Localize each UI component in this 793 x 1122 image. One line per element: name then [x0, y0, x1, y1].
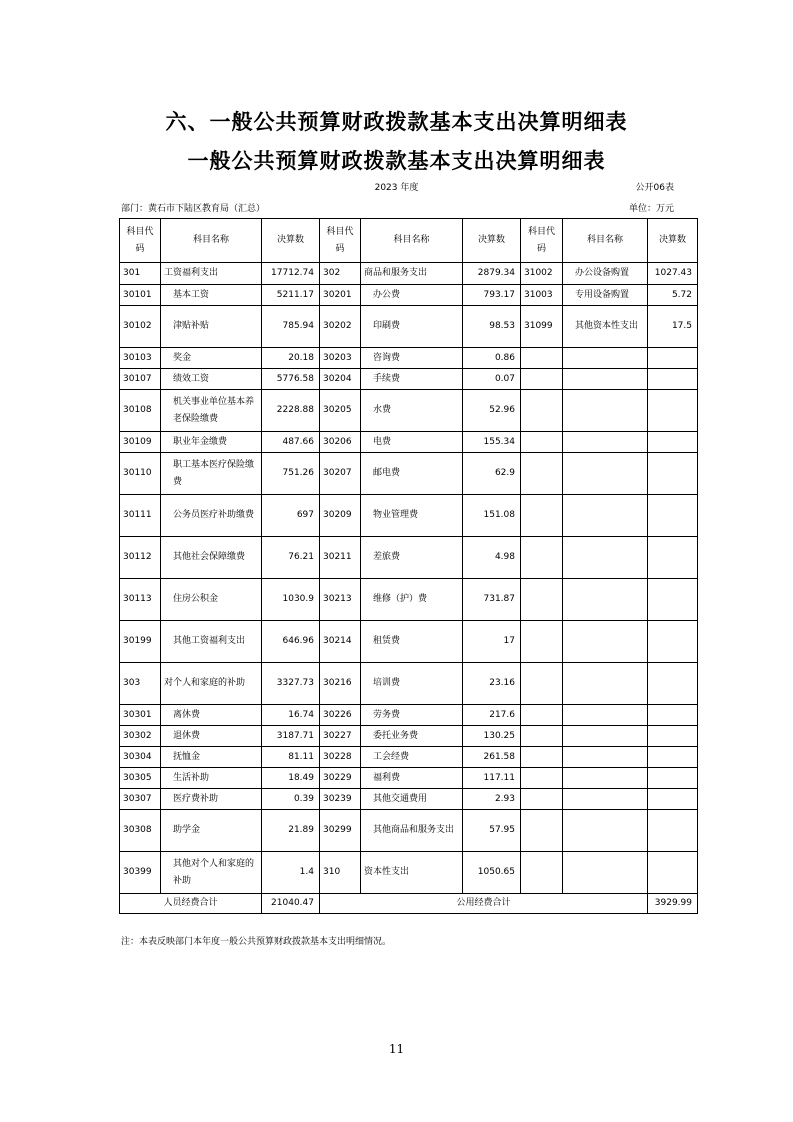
table-header-row — [120, 219, 698, 263]
amount: 217.6 — [463, 705, 521, 726]
account-name: 抚恤金 — [161, 747, 262, 768]
account-name: 办公设备购置 — [563, 263, 648, 285]
table-row — [120, 537, 698, 579]
account-code: 30228 — [320, 747, 361, 768]
account-name: 其他社会保障缴费 — [161, 537, 262, 579]
amount: 3327.73 — [262, 663, 320, 705]
account-code — [521, 537, 563, 579]
account-code: 30301 — [120, 705, 161, 726]
account-name: 电费 — [361, 432, 463, 453]
account-name — [563, 495, 648, 537]
account-code: 30204 — [320, 369, 361, 390]
account-name: 维修（护）费 — [361, 579, 463, 621]
table-row — [120, 369, 698, 390]
account-name: 其他资本性支出 — [563, 306, 648, 348]
account-code — [521, 810, 563, 852]
account-code: 30103 — [120, 348, 161, 369]
column-header: 决算数 — [262, 219, 320, 263]
account-name: 退休费 — [161, 726, 262, 747]
account-name: 专用设备购置 — [563, 285, 648, 306]
amount: 155.34 — [463, 432, 521, 453]
amount: 117.11 — [463, 768, 521, 789]
account-name: 工资福利支出 — [161, 263, 262, 285]
amount: 5.72 — [648, 285, 698, 306]
account-name: 其他交通费用 — [361, 789, 463, 810]
totals-row — [120, 894, 698, 914]
amount — [648, 537, 698, 579]
amount: 17712.74 — [262, 263, 320, 285]
account-name — [563, 537, 648, 579]
amount: 2228.88 — [262, 390, 320, 432]
table-row — [120, 579, 698, 621]
account-name: 咨询费 — [361, 348, 463, 369]
amount: 0.39 — [262, 789, 320, 810]
public-total-value: 3929.99 — [648, 894, 698, 914]
account-code — [521, 789, 563, 810]
account-code — [521, 663, 563, 705]
amount — [648, 369, 698, 390]
account-name: 其他商品和服务支出 — [361, 810, 463, 852]
amount: 17 — [463, 621, 521, 663]
account-code: 31099 — [521, 306, 563, 348]
amount: 0.86 — [463, 348, 521, 369]
column-header: 决算数 — [648, 219, 698, 263]
account-name: 手续费 — [361, 369, 463, 390]
account-name — [563, 726, 648, 747]
account-code: 31003 — [521, 285, 563, 306]
account-code: 30305 — [120, 768, 161, 789]
account-name: 住房公积金 — [161, 579, 262, 621]
amount: 130.25 — [463, 726, 521, 747]
amount: 18.49 — [262, 768, 320, 789]
account-name: 培训费 — [361, 663, 463, 705]
account-name — [563, 432, 648, 453]
account-code — [521, 726, 563, 747]
account-name: 对个人和家庭的补助 — [161, 663, 262, 705]
account-code: 30399 — [120, 852, 161, 894]
account-name: 福利费 — [361, 768, 463, 789]
amount — [648, 663, 698, 705]
amount — [648, 810, 698, 852]
amount: 751.26 — [262, 453, 320, 495]
amount: 5211.17 — [262, 285, 320, 306]
table-row — [120, 495, 698, 537]
table-row — [120, 453, 698, 495]
table-row — [120, 852, 698, 894]
amount: 697 — [262, 495, 320, 537]
account-name — [563, 621, 648, 663]
account-name — [563, 789, 648, 810]
account-code: 30205 — [320, 390, 361, 432]
account-code: 30214 — [320, 621, 361, 663]
amount: 5776.58 — [262, 369, 320, 390]
account-name: 劳务费 — [361, 705, 463, 726]
account-code: 30226 — [320, 705, 361, 726]
account-code: 30113 — [120, 579, 161, 621]
account-name: 生活补助 — [161, 768, 262, 789]
account-name — [563, 579, 648, 621]
table-note: 注：本表反映部门本年度一般公共预算财政拨款基本支出明细情况。 — [121, 937, 392, 947]
personnel-total-value: 21040.47 — [262, 894, 320, 914]
amount: 4.98 — [463, 537, 521, 579]
amount: 793.17 — [463, 285, 521, 306]
account-name: 机关事业单位基本养老保险缴费 — [161, 390, 262, 432]
account-code — [521, 747, 563, 768]
page-number: 11 — [388, 1042, 405, 1056]
account-name — [563, 369, 648, 390]
account-name: 资本性支出 — [361, 852, 463, 894]
column-header: 科目名称 — [161, 219, 262, 263]
column-header: 科目名称 — [361, 219, 463, 263]
account-name — [563, 747, 648, 768]
account-code — [521, 432, 563, 453]
table-row — [120, 348, 698, 369]
account-code — [521, 621, 563, 663]
personnel-total-label: 人员经费合计 — [120, 894, 262, 914]
amount: 3187.71 — [262, 726, 320, 747]
table-row — [120, 768, 698, 789]
account-name: 水费 — [361, 390, 463, 432]
table-row — [120, 263, 698, 285]
fiscal-year: 2023 年度 — [374, 183, 419, 193]
account-name — [563, 453, 648, 495]
amount: 76.21 — [262, 537, 320, 579]
account-code: 303 — [120, 663, 161, 705]
unit-label: 单位：万元 — [628, 204, 674, 214]
department-label: 部门：黄石市下陆区教育局（汇总） — [121, 204, 266, 214]
amount: 151.08 — [463, 495, 521, 537]
amount — [648, 453, 698, 495]
account-code: 30302 — [120, 726, 161, 747]
table-row — [120, 705, 698, 726]
column-header: 科目代码 — [120, 219, 161, 263]
account-code: 30216 — [320, 663, 361, 705]
account-code: 30209 — [320, 495, 361, 537]
account-code: 30304 — [120, 747, 161, 768]
amount: 1050.65 — [463, 852, 521, 894]
account-name: 其他对个人和家庭的补助 — [161, 852, 262, 894]
account-name — [563, 705, 648, 726]
amount: 23.16 — [463, 663, 521, 705]
column-header: 决算数 — [463, 219, 521, 263]
amount — [648, 768, 698, 789]
account-code: 30227 — [320, 726, 361, 747]
amount: 57.95 — [463, 810, 521, 852]
table-row — [120, 789, 698, 810]
account-name: 职业年金缴费 — [161, 432, 262, 453]
account-code: 30108 — [120, 390, 161, 432]
account-code: 30101 — [120, 285, 161, 306]
account-code: 30239 — [320, 789, 361, 810]
amount — [648, 705, 698, 726]
account-code: 30307 — [120, 789, 161, 810]
account-name: 离休费 — [161, 705, 262, 726]
account-name: 办公费 — [361, 285, 463, 306]
amount: 16.74 — [262, 705, 320, 726]
account-code: 30207 — [320, 453, 361, 495]
account-code — [521, 579, 563, 621]
account-code — [521, 348, 563, 369]
account-code — [521, 768, 563, 789]
account-code: 30201 — [320, 285, 361, 306]
account-name: 助学金 — [161, 810, 262, 852]
account-name: 邮电费 — [361, 453, 463, 495]
account-name — [563, 348, 648, 369]
amount: 21.89 — [262, 810, 320, 852]
column-header: 科目名称 — [563, 219, 648, 263]
account-code: 30111 — [120, 495, 161, 537]
account-code: 30299 — [320, 810, 361, 852]
amount: 731.87 — [463, 579, 521, 621]
amount — [648, 432, 698, 453]
account-code: 301 — [120, 263, 161, 285]
amount — [648, 390, 698, 432]
account-code: 30203 — [320, 348, 361, 369]
amount: 2.93 — [463, 789, 521, 810]
amount: 0.07 — [463, 369, 521, 390]
table-row — [120, 432, 698, 453]
account-name: 其他工资福利支出 — [161, 621, 262, 663]
table-number: 公开06表 — [635, 183, 674, 193]
expenditure-table — [119, 218, 698, 914]
amount — [648, 495, 698, 537]
amount: 17.5 — [648, 306, 698, 348]
account-code: 30308 — [120, 810, 161, 852]
amount — [648, 579, 698, 621]
account-code: 30199 — [120, 621, 161, 663]
account-code: 30229 — [320, 768, 361, 789]
account-code: 30211 — [320, 537, 361, 579]
table-title: 一般公共预算财政拨款基本支出决算明细表 — [187, 148, 606, 173]
account-code: 302 — [320, 263, 361, 285]
amount: 1030.9 — [262, 579, 320, 621]
amount: 646.96 — [262, 621, 320, 663]
table-row — [120, 663, 698, 705]
amount: 785.94 — [262, 306, 320, 348]
amount: 2879.34 — [463, 263, 521, 285]
account-code: 310 — [320, 852, 361, 894]
amount: 1027.43 — [648, 263, 698, 285]
amount: 98.53 — [463, 306, 521, 348]
amount — [648, 747, 698, 768]
amount — [648, 789, 698, 810]
column-header: 科目代码 — [521, 219, 563, 263]
account-name: 委托业务费 — [361, 726, 463, 747]
amount: 487.66 — [262, 432, 320, 453]
table-row — [120, 726, 698, 747]
account-code: 30213 — [320, 579, 361, 621]
account-name: 医疗费补助 — [161, 789, 262, 810]
account-name: 租赁费 — [361, 621, 463, 663]
account-code: 30107 — [120, 369, 161, 390]
account-code: 30110 — [120, 453, 161, 495]
account-name — [563, 810, 648, 852]
account-name: 差旅费 — [361, 537, 463, 579]
amount: 62.9 — [463, 453, 521, 495]
amount: 261.58 — [463, 747, 521, 768]
column-header: 科目代码 — [320, 219, 361, 263]
account-name: 奖金 — [161, 348, 262, 369]
account-code — [521, 705, 563, 726]
table-row — [120, 621, 698, 663]
account-name: 基本工资 — [161, 285, 262, 306]
table-row — [120, 390, 698, 432]
amount — [648, 621, 698, 663]
account-code: 31002 — [521, 263, 563, 285]
account-name: 印刷费 — [361, 306, 463, 348]
account-code: 30112 — [120, 537, 161, 579]
account-name — [563, 852, 648, 894]
account-name: 绩效工资 — [161, 369, 262, 390]
amount: 81.11 — [262, 747, 320, 768]
amount: 52.96 — [463, 390, 521, 432]
amount — [648, 348, 698, 369]
account-code — [521, 495, 563, 537]
table-row — [120, 810, 698, 852]
account-name: 工会经费 — [361, 747, 463, 768]
account-code — [521, 390, 563, 432]
account-code: 30109 — [120, 432, 161, 453]
account-name: 津贴补贴 — [161, 306, 262, 348]
account-code: 30202 — [320, 306, 361, 348]
account-name: 商品和服务支出 — [361, 263, 463, 285]
amount: 20.18 — [262, 348, 320, 369]
account-name: 物业管理费 — [361, 495, 463, 537]
amount: 1.4 — [262, 852, 320, 894]
account-code — [521, 453, 563, 495]
account-code — [521, 852, 563, 894]
section-heading: 六、一般公共预算财政拨款基本支出决算明细表 — [165, 109, 628, 134]
account-name: 职工基本医疗保险缴费 — [161, 453, 262, 495]
account-name — [563, 390, 648, 432]
amount — [648, 852, 698, 894]
account-name: 公务员医疗补助缴费 — [161, 495, 262, 537]
table-row — [120, 747, 698, 768]
account-name — [563, 768, 648, 789]
account-code — [521, 369, 563, 390]
account-code: 30206 — [320, 432, 361, 453]
table-row — [120, 285, 698, 306]
amount — [648, 726, 698, 747]
account-code: 30102 — [120, 306, 161, 348]
public-total-label: 公用经费合计 — [320, 894, 648, 914]
account-name — [563, 663, 648, 705]
table-row — [120, 306, 698, 348]
